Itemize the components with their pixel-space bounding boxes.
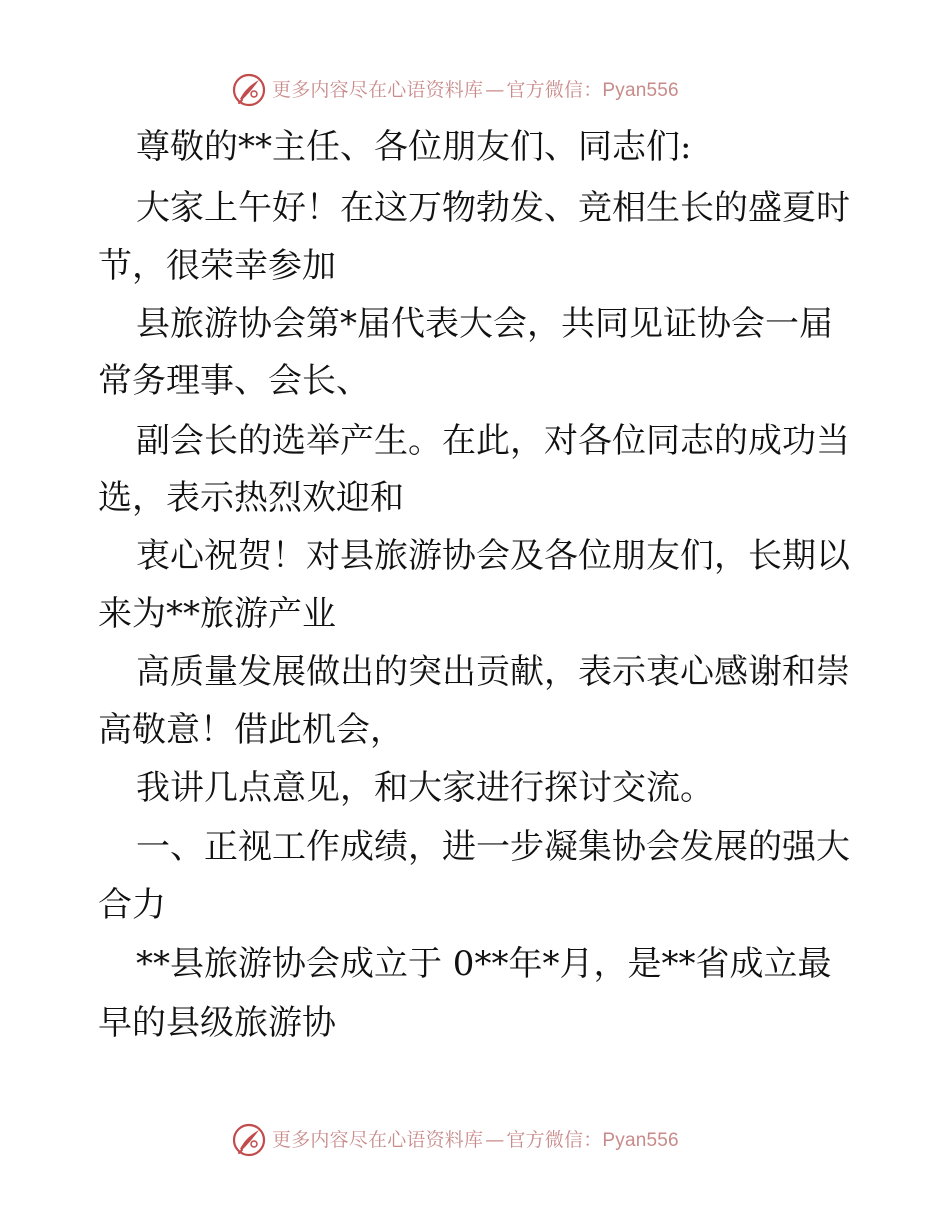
doc-line: 高敬意！借此机会，: [98, 710, 404, 750]
doc-line: 大家上午好！在这万物勃发、竞相生长的盛夏时: [136, 188, 850, 228]
doc-line: 选，表示热烈欢迎和: [98, 478, 404, 518]
watermark-text: [272, 78, 679, 101]
watermark-dash: —: [485, 1128, 505, 1151]
doc-line: 尊敬的**主任、各位朋友们、同志们:: [136, 127, 692, 167]
watermark-wechat-id: Pyan556: [602, 79, 679, 101]
doc-line: 早的县级旅游协: [98, 1003, 336, 1043]
watermark-main: 更多内容尽在心语资料库: [272, 1128, 484, 1151]
watermark-dash: —: [485, 78, 505, 101]
section-heading: 一、正视工作成绩，进一步凝集协会发展的强大: [136, 827, 850, 867]
footer-watermark: [232, 1120, 679, 1160]
watermark-wechat-id: Pyan556: [602, 1129, 679, 1151]
quill-logo-icon: [232, 73, 266, 107]
section-heading: 合力: [98, 885, 166, 925]
header-watermark: [232, 70, 679, 110]
doc-line: 衷心祝贺！对县旅游协会及各位朋友们，长期以: [136, 536, 850, 576]
doc-line: 副会长的选举产生。在此，对各位同志的成功当: [136, 421, 850, 461]
doc-line: 高质量发展做出的突出贡献，表示衷心感谢和崇: [136, 652, 850, 692]
doc-line: **县旅游协会成立于 0**年*月，是**省成立最: [136, 944, 832, 984]
doc-line: 县旅游协会第*届代表大会，共同见证协会一届: [136, 304, 833, 344]
watermark-wechat-label: 官方微信：: [506, 78, 603, 101]
doc-line: 常务理事、会长、: [98, 361, 370, 401]
watermark-text: [272, 1128, 679, 1151]
doc-line: 来为**旅游产业: [98, 594, 336, 634]
doc-line: 节，很荣幸参加: [98, 246, 336, 286]
quill-logo-icon: [232, 1123, 266, 1157]
doc-line: 我讲几点意见，和大家进行探讨交流。: [136, 768, 714, 808]
watermark-main: 更多内容尽在心语资料库: [272, 78, 484, 101]
watermark-wechat-label: 官方微信：: [506, 1128, 603, 1151]
